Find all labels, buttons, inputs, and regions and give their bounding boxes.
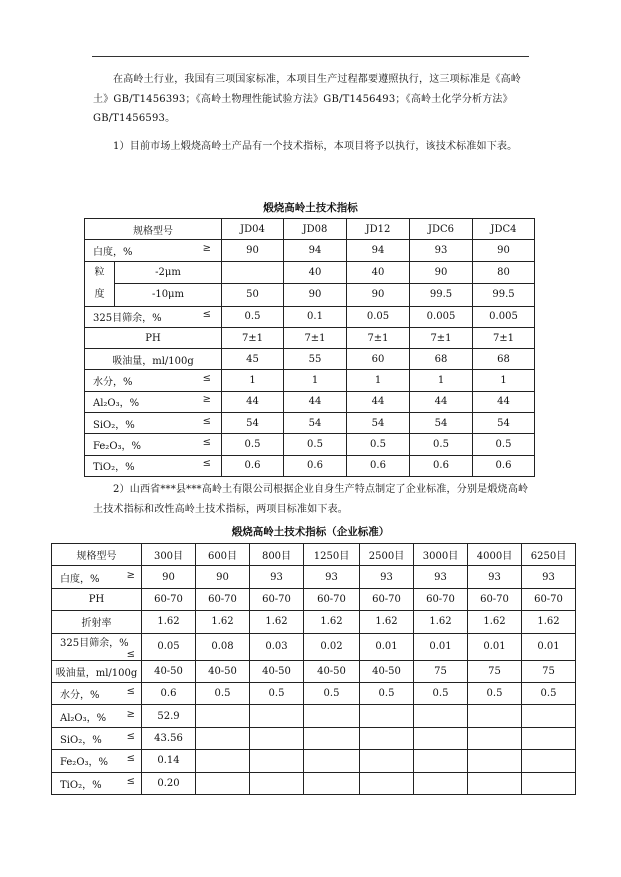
value-cell: 40-50: [250, 660, 304, 682]
table-row: [85, 370, 535, 391]
value-cell: 0.6: [347, 455, 410, 476]
row-label-cell: [85, 413, 222, 434]
table-row: [52, 633, 576, 660]
value-cell: 1: [473, 370, 535, 391]
value-cell: 90: [142, 566, 196, 588]
value-cell: [196, 772, 250, 794]
value-cell: 54: [410, 413, 473, 434]
row-label-cell: [52, 705, 142, 727]
header-cell: 600目: [196, 544, 250, 566]
value-cell: [522, 772, 576, 794]
value-cell: 60-70: [142, 588, 196, 610]
enterprise-spec-table: [51, 543, 576, 795]
header-cell: 800目: [250, 544, 304, 566]
value-cell: 7±1: [347, 327, 410, 348]
table-row: [85, 455, 535, 476]
comparison-symbol: ≤: [126, 648, 135, 660]
value-cell: [522, 750, 576, 772]
value-cell: 0.08: [196, 633, 250, 660]
row-label: Fe₂O₃，%: [60, 757, 109, 769]
value-cell: 94: [284, 240, 347, 261]
value-cell: 94: [347, 240, 410, 261]
table-row: [52, 660, 576, 682]
value-cell: 0.5: [473, 434, 535, 455]
value-cell: 0.005: [410, 306, 473, 327]
value-cell: 1: [347, 370, 410, 391]
value-cell: 0.5: [414, 682, 468, 704]
row-label: PH: [145, 332, 161, 344]
value-cell: [360, 750, 414, 772]
row-label: -10μm: [115, 284, 222, 307]
intro-text: 在高岭土行业，我国有三项国家标准，本项目生产过程都要遵照执行，这三项标准是《高岭土》GB/T1456393；《高岭土物理性能试验方法》GB/T1456493；《高岭土化学分析方法》GB/T1456593。: [93, 74, 521, 124]
value-cell: [360, 727, 414, 749]
comparison-symbol: ≤: [202, 437, 211, 449]
table-row: [52, 566, 576, 588]
value-cell: [468, 750, 522, 772]
value-cell: 0.5: [250, 682, 304, 704]
comparison-symbol: ≥: [126, 708, 135, 720]
value-cell: 0.01: [468, 633, 522, 660]
header-rule: [92, 56, 529, 57]
row-label: 水分，%: [60, 690, 100, 702]
value-cell: 44: [222, 391, 284, 412]
value-cell: 54: [284, 413, 347, 434]
table-row: [52, 705, 576, 727]
row-label-cell: [52, 633, 142, 660]
value-cell: 54: [222, 413, 284, 434]
value-cell: 44: [347, 391, 410, 412]
value-cell: 0.5: [222, 434, 284, 455]
row-label-cell: [52, 611, 142, 633]
table-row: [52, 772, 576, 794]
value-cell: 0.6: [142, 682, 196, 704]
header-cell: 3000目: [414, 544, 468, 566]
value-cell: 40-50: [142, 660, 196, 682]
comparison-symbol: ≤: [202, 309, 211, 321]
header-cell: JDC4: [473, 219, 535, 240]
value-cell: 40-50: [360, 660, 414, 682]
value-cell: [250, 727, 304, 749]
row-label: Al₂O₃，%: [93, 398, 140, 410]
value-cell: 0.20: [142, 772, 196, 794]
value-cell: 93: [468, 566, 522, 588]
value-cell: [414, 772, 468, 794]
value-cell: [522, 705, 576, 727]
row-label-cell: [85, 240, 222, 261]
value-cell: [414, 727, 468, 749]
value-cell: [468, 727, 522, 749]
value-cell: 1.62: [250, 611, 304, 633]
value-cell: 40-50: [196, 660, 250, 682]
value-cell: 60-70: [468, 588, 522, 610]
value-cell: [468, 772, 522, 794]
row-label-cell: [85, 391, 222, 412]
row-label: 白度，%: [93, 246, 133, 258]
value-cell: 0.5: [347, 434, 410, 455]
value-cell: 90: [222, 240, 284, 261]
table-row: [52, 750, 576, 772]
value-cell: 40: [347, 261, 410, 284]
value-cell: 44: [473, 391, 535, 412]
table-row: [52, 682, 576, 704]
value-cell: 0.5: [304, 682, 360, 704]
value-cell: 93: [304, 566, 360, 588]
value-cell: 40-50: [304, 660, 360, 682]
value-cell: [304, 705, 360, 727]
row-label: TiO₂，%: [60, 779, 102, 791]
header-cell: JD04: [222, 219, 284, 240]
value-cell: 60: [347, 349, 410, 370]
value-cell: 7±1: [284, 327, 347, 348]
value-cell: 1: [222, 370, 284, 391]
table-row: [85, 434, 535, 455]
value-cell: [250, 705, 304, 727]
value-cell: 93: [414, 566, 468, 588]
comparison-symbol: ≥: [202, 394, 211, 406]
comparison-symbol: ≥: [202, 242, 211, 254]
value-cell: 60-70: [522, 588, 576, 610]
header-cell: 6250目: [522, 544, 576, 566]
value-cell: 7±1: [410, 327, 473, 348]
comparison-symbol: ≤: [126, 753, 135, 765]
enterprise-paragraph: [93, 480, 538, 519]
value-cell: [414, 705, 468, 727]
row-label: 白度，%: [60, 573, 100, 585]
value-cell: 99.5: [410, 284, 473, 307]
value-cell: 99.5: [473, 284, 535, 307]
value-cell: 44: [284, 391, 347, 412]
row-label: 325目筛余，%: [60, 637, 129, 649]
value-cell: 0.03: [250, 633, 304, 660]
value-cell: 1.62: [468, 611, 522, 633]
value-cell: 68: [410, 349, 473, 370]
row-label: 吸油量，ml/100g: [112, 355, 194, 367]
value-cell: 80: [473, 261, 535, 284]
row-label-cell: [52, 750, 142, 772]
value-cell: 93: [522, 566, 576, 588]
value-cell: 0.6: [410, 455, 473, 476]
table1-caption: 煅烧高岭土技术指标: [263, 202, 358, 214]
value-cell: [250, 750, 304, 772]
row-label-cell: [52, 566, 142, 588]
value-cell: 7±1: [473, 327, 535, 348]
table-row: [85, 306, 535, 327]
table-row: [85, 240, 535, 261]
value-cell: 68: [473, 349, 535, 370]
value-cell: 75: [468, 660, 522, 682]
table-row: [85, 349, 535, 370]
value-cell: 0.05: [142, 633, 196, 660]
value-cell: 52.9: [142, 705, 196, 727]
row-label-cell: [52, 772, 142, 794]
value-cell: [304, 772, 360, 794]
comparison-symbol: ≤: [202, 373, 211, 385]
value-cell: [250, 772, 304, 794]
value-cell: [468, 705, 522, 727]
table-row: [85, 261, 535, 284]
header-cell: 4000目: [468, 544, 522, 566]
table-row: [52, 588, 576, 610]
value-cell: 93: [410, 240, 473, 261]
value-cell: 0.01: [360, 633, 414, 660]
value-cell: 50: [222, 284, 284, 307]
row-label: SiO₂，%: [93, 419, 135, 431]
value-cell: 44: [410, 391, 473, 412]
intro-paragraph: [93, 70, 533, 129]
value-cell: 0.14: [142, 750, 196, 772]
value-cell: 60-70: [304, 588, 360, 610]
standard-paragraph: [93, 137, 533, 157]
value-cell: 43.56: [142, 727, 196, 749]
value-cell: [196, 750, 250, 772]
value-cell: 1.62: [414, 611, 468, 633]
calcined-kaolin-spec-table: [84, 218, 535, 477]
group-label-text: 粒度: [94, 266, 105, 300]
table-row: [85, 327, 535, 348]
value-cell: 60-70: [414, 588, 468, 610]
value-cell: 45: [222, 349, 284, 370]
row-label-cell: [85, 349, 222, 370]
value-cell: [196, 727, 250, 749]
comparison-symbol: ≤: [202, 415, 211, 427]
row-label-cell: [52, 660, 142, 682]
comparison-symbol: ≤: [202, 458, 211, 470]
row-label: TiO₂，%: [93, 462, 135, 474]
value-cell: 54: [347, 413, 410, 434]
row-label-cell: [52, 727, 142, 749]
row-label: SiO₂，%: [60, 734, 102, 746]
comparison-symbol: ≥: [126, 569, 135, 581]
value-cell: 0.02: [304, 633, 360, 660]
row-label-cell: [85, 370, 222, 391]
value-cell: 1.62: [142, 611, 196, 633]
row-label-cell: [85, 327, 222, 348]
table-header-row: [52, 544, 576, 566]
value-cell: 55: [284, 349, 347, 370]
header-cell: JDC6: [410, 219, 473, 240]
value-cell: [222, 261, 284, 284]
value-cell: 60-70: [360, 588, 414, 610]
value-cell: 1.62: [304, 611, 360, 633]
value-cell: 0.1: [284, 306, 347, 327]
header-cell: 300目: [142, 544, 196, 566]
row-label: 325目筛余，%: [93, 313, 162, 325]
value-cell: [304, 727, 360, 749]
row-label-cell: [85, 306, 222, 327]
row-label-cell: [85, 455, 222, 476]
value-cell: 90: [473, 240, 535, 261]
row-label: 水分，%: [93, 377, 133, 389]
value-cell: 0.01: [414, 633, 468, 660]
value-cell: 1: [410, 370, 473, 391]
row-label: PH: [88, 593, 105, 605]
value-cell: [360, 772, 414, 794]
row-label-cell: [85, 434, 222, 455]
header-cell: JD12: [347, 219, 410, 240]
value-cell: 0.05: [347, 306, 410, 327]
group-label: [85, 261, 115, 306]
header-cell: 1250目: [304, 544, 360, 566]
comparison-symbol: ≤: [126, 686, 135, 698]
value-cell: 60-70: [250, 588, 304, 610]
table-row: [85, 284, 535, 307]
value-cell: 60-70: [196, 588, 250, 610]
row-label-cell: [52, 588, 142, 610]
row-label-cell: [52, 682, 142, 704]
value-cell: 54: [473, 413, 535, 434]
value-cell: 93: [360, 566, 414, 588]
row-label: 吸油量，ml/100g: [55, 667, 138, 679]
value-cell: 7±1: [222, 327, 284, 348]
value-cell: [196, 705, 250, 727]
standard-text: 1）目前市场上煅烧高岭土产品有一个技术指标，本项目将予以执行，该技术标准如下表。: [113, 141, 518, 152]
table-row: [85, 391, 535, 412]
value-cell: 75: [414, 660, 468, 682]
value-cell: 0.5: [522, 682, 576, 704]
value-cell: 90: [410, 261, 473, 284]
row-label: Fe₂O₃，%: [93, 441, 142, 453]
row-label: 折射率: [81, 618, 112, 630]
value-cell: 0.6: [222, 455, 284, 476]
value-cell: 90: [347, 284, 410, 307]
value-cell: 0.005: [473, 306, 535, 327]
table-row: [52, 727, 576, 749]
header-label: 规格型号: [52, 544, 142, 566]
value-cell: 0.01: [522, 633, 576, 660]
header-label: 规格型号: [85, 219, 222, 240]
value-cell: 90: [196, 566, 250, 588]
table-header-row: [85, 219, 535, 240]
value-cell: 90: [284, 284, 347, 307]
value-cell: 0.5: [468, 682, 522, 704]
comparison-symbol: ≤: [126, 730, 135, 742]
value-cell: 0.5: [410, 434, 473, 455]
header-cell: JD08: [284, 219, 347, 240]
row-label: -2μm: [115, 261, 222, 284]
value-cell: [304, 750, 360, 772]
value-cell: 0.5: [360, 682, 414, 704]
value-cell: 93: [250, 566, 304, 588]
value-cell: 40: [284, 261, 347, 284]
value-cell: [414, 750, 468, 772]
table-row: [52, 611, 576, 633]
value-cell: 1.62: [360, 611, 414, 633]
value-cell: 0.5: [196, 682, 250, 704]
value-cell: 1: [284, 370, 347, 391]
table2-caption: 煅烧高岭土技术指标（企业标准）: [231, 526, 390, 538]
row-label: Al₂O₃，%: [60, 712, 107, 724]
header-cell: 2500目: [360, 544, 414, 566]
value-cell: 0.5: [222, 306, 284, 327]
value-cell: 1.62: [522, 611, 576, 633]
table-row: [85, 413, 535, 434]
value-cell: 0.6: [473, 455, 535, 476]
value-cell: [360, 705, 414, 727]
value-cell: 0.5: [284, 434, 347, 455]
value-cell: 0.6: [284, 455, 347, 476]
enterprise-text: 2）山西省***县***高岭土有限公司根据企业自身生产特点制定了企业标准，分别是煅烧高岭土技术指标和改性高岭土技术指标，两项目标准如下表。: [93, 484, 529, 515]
value-cell: 75: [522, 660, 576, 682]
comparison-symbol: ≤: [126, 775, 135, 787]
value-cell: 1.62: [196, 611, 250, 633]
value-cell: [522, 727, 576, 749]
